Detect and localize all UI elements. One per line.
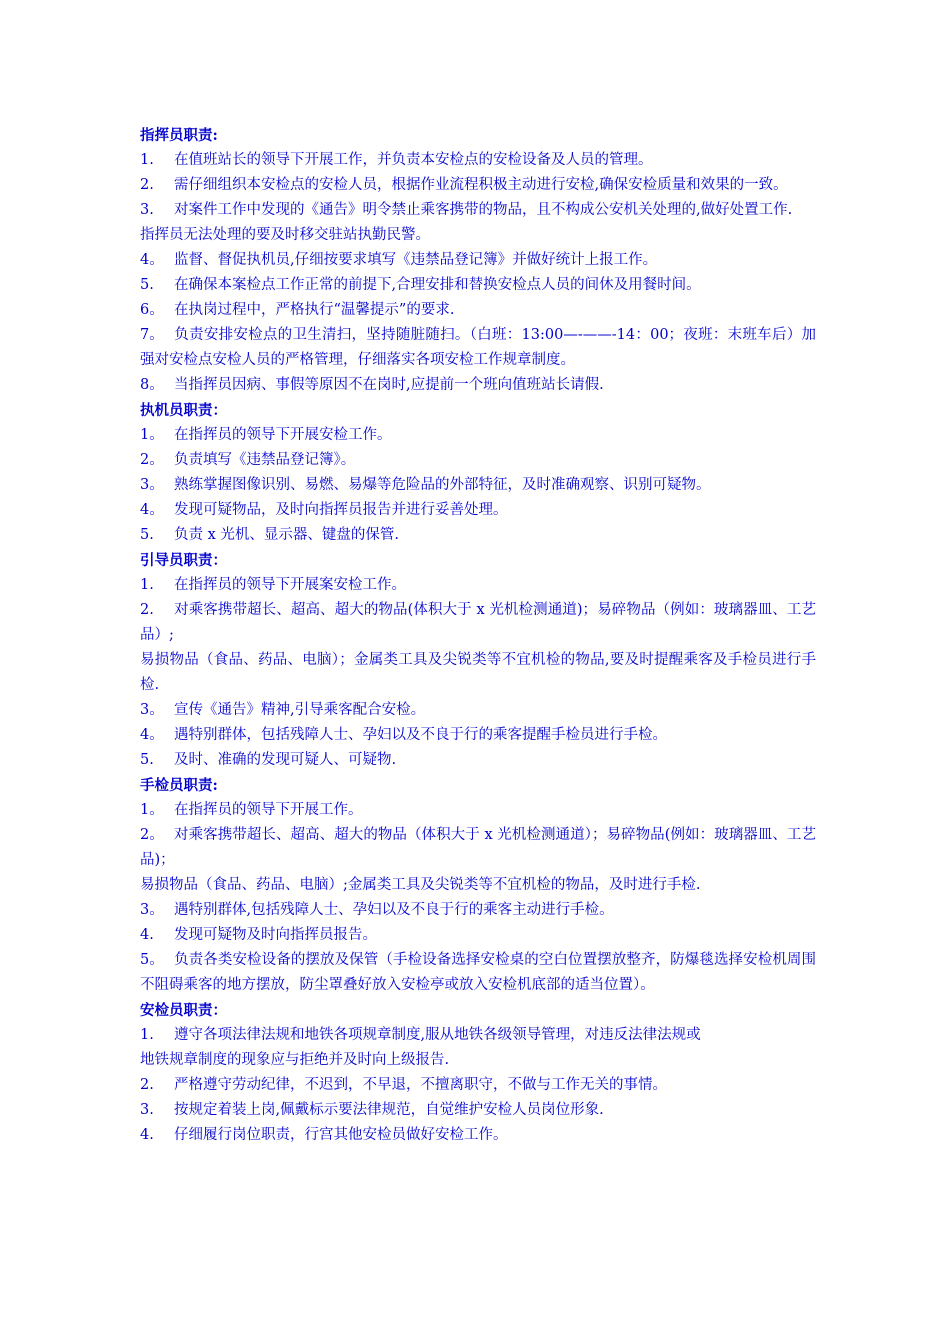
item-number: 2.	[140, 177, 154, 193]
list-item	[140, 873, 816, 898]
item-text: 需仔细组织本安检点的安检人员，根据作业流程积极主动进行安检,确保安检质量和效果的一致。	[174, 177, 788, 193]
list-item	[140, 173, 816, 198]
list-item	[140, 198, 816, 223]
item-number: 1.	[140, 577, 154, 593]
item-text: 遇特别群体,包括残障人士、孕妇以及不良于行的乘客主动进行手检。	[174, 902, 614, 918]
list-item	[140, 723, 816, 748]
item-number: 3。	[140, 477, 164, 493]
section-title-commander: 指挥员职责:	[140, 127, 218, 144]
list-item	[140, 698, 816, 723]
item-number: 3.	[140, 202, 154, 218]
list-item	[140, 523, 816, 548]
section-title-guide: 引导员职责：	[140, 552, 227, 569]
item-text: 在执岗过程中，严格执行“温馨提示”的要求.	[174, 302, 455, 318]
list-item	[140, 248, 816, 273]
item-text: 遇特别群体，包括残障人士、孕妇以及不良于行的乘客提醒手检员进行手检。	[174, 727, 667, 743]
item-number: 1.	[140, 1027, 154, 1043]
item-number: 5。	[140, 952, 164, 968]
item-text: 负责 x 光机、显示器、键盘的保管.	[174, 527, 400, 543]
item-number: 5.	[140, 277, 154, 293]
item-number: 4.	[140, 927, 154, 943]
list-item	[140, 1098, 816, 1123]
item-text: 仔细履行岗位职责，行宫其他安检员做好安检工作。	[174, 1127, 508, 1143]
item-text: 在指挥员的领导下开展工作。	[174, 802, 363, 818]
item-number: 2.	[140, 602, 154, 618]
list-item	[140, 323, 816, 373]
section-title-handcheck: 手检员职责:	[140, 777, 218, 794]
list-item	[140, 573, 816, 598]
item-text: 发现可疑物及时向指挥员报告。	[174, 927, 377, 943]
item-text: 发现可疑物品，及时向指挥员报告并进行妥善处理。	[174, 502, 508, 518]
list-item	[140, 298, 816, 323]
item-number: 3。	[140, 902, 164, 918]
item-text: 对乘客携带超长、超高、超大的物品（体积大于 x 光机检测通道）；易碎物品(例如：玻璃器皿、工艺品)；	[140, 827, 816, 868]
item-text: 在指挥员的领导下开展安检工作。	[174, 427, 392, 443]
list-item	[140, 498, 816, 523]
item-text: 地铁规章制度的现象应与拒绝并及时向上级报告.	[140, 1052, 450, 1068]
list-item	[140, 948, 816, 998]
item-number: 5.	[140, 527, 154, 543]
item-text: 在值班站长的领导下开展工作，并负责本安检点的安检设备及人员的管理。	[174, 152, 653, 168]
list-item	[140, 748, 816, 773]
list-item	[140, 473, 816, 498]
item-text: 监督、督促执机员,仔细按要求填写《违禁品登记簿》并做好统计上报工作。	[174, 252, 658, 268]
item-number: 1。	[140, 802, 164, 818]
item-number: 2。	[140, 452, 164, 468]
item-text: 易损物品（食品、药品、电脑）;金属类工具及尖锐类等不宜机检的物品，及时进行手检.	[140, 877, 701, 893]
list-item	[140, 798, 816, 823]
item-number: 3.	[140, 1102, 154, 1118]
list-item	[140, 823, 816, 873]
item-text: 负责各类安检设备的摆放及保管（手检设备选择安检桌的空白位置摆放整齐，防爆毯选择安检机周围不阻碍乘客的地方摆放，防尘罩叠好放入安检亭或放入安检机底部的适当位置）。	[140, 952, 816, 993]
item-text: 当指挥员因病、事假等原因不在岗时,应提前一个班向值班站长请假.	[174, 377, 604, 393]
list-item	[140, 223, 816, 248]
item-number: 8。	[140, 377, 164, 393]
item-text: 负责填写《违禁品登记簿》。	[174, 452, 356, 468]
document-body	[140, 123, 816, 1148]
list-item	[140, 1073, 816, 1098]
list-item	[140, 1023, 816, 1048]
list-item	[140, 448, 816, 473]
item-number: 1。	[140, 427, 164, 443]
item-text: 严格遵守劳动纪律，不迟到，不早退，不擅离职守，不做与工作无关的事情。	[174, 1077, 667, 1093]
item-number: 3。	[140, 702, 164, 718]
item-number: 2。	[140, 827, 164, 843]
item-number: 4。	[140, 502, 164, 518]
item-number: 4。	[140, 727, 164, 743]
section-title-inspector: 安检员职责：	[140, 1002, 227, 1019]
item-text: 指挥员无法处理的要及时移交驻站执勤民警。	[140, 227, 430, 243]
item-number: 2.	[140, 1077, 154, 1093]
item-text: 熟练掌握图像识别、易燃、易爆等危险品的外部特征，及时准确观察、识别可疑物。	[174, 477, 711, 493]
list-item	[140, 148, 816, 173]
list-item	[140, 273, 816, 298]
item-text: 在指挥员的领导下开展案安检工作。	[174, 577, 406, 593]
item-text: 易损物品（食品、药品、电脑）；金属类工具及尖锐类等不宜机检的物品,要及时提醒乘客及手检员进行手检.	[140, 652, 816, 693]
item-text: 按规定着装上岗,佩戴标示要法律规范，自觉维护安检人员岗位形象.	[174, 1102, 604, 1118]
item-text: 负责安排安检点的卫生清扫，坚持随脏随扫。（白班：13:00—-——-14：00；夜班：末班车后）加强对安检点安检人员的严格管理，仔细落实各项安检工作规章制度。	[140, 327, 816, 368]
item-number: 4。	[140, 252, 164, 268]
item-number: 4.	[140, 1127, 154, 1143]
list-item	[140, 898, 816, 923]
item-text: 对案件工作中发现的《通告》明令禁止乘客携带的物品，且不构成公安机关处理的,做好处置工作.	[174, 202, 793, 218]
list-item	[140, 598, 816, 648]
item-text: 遵守各项法律法规和地铁各项规章制度,服从地铁各级领导管理，对违反法律法规或	[174, 1027, 701, 1043]
item-text: 在确保本案检点工作正常的前提下,合理安排和替换安检点人员的间休及用餐时间。	[174, 277, 701, 293]
list-item	[140, 373, 816, 398]
item-number: 1.	[140, 152, 154, 168]
item-number: 7。	[140, 327, 164, 343]
list-item	[140, 1048, 816, 1073]
item-text: 宣传《通告》精神,引导乘客配合安检。	[174, 702, 426, 718]
item-text: 对乘客携带超长、超高、超大的物品(体积大于 x 光机检测通道)；易碎物品（例如：玻璃器皿、工艺品）;	[140, 602, 816, 643]
section-title-operator: 执机员职责：	[140, 402, 227, 419]
item-text: 及时、准确的发现可疑人、可疑物.	[174, 752, 397, 768]
list-item	[140, 923, 816, 948]
list-item	[140, 648, 816, 698]
item-number: 6。	[140, 302, 164, 318]
item-number: 5.	[140, 752, 154, 768]
list-item	[140, 1123, 816, 1148]
list-item	[140, 423, 816, 448]
